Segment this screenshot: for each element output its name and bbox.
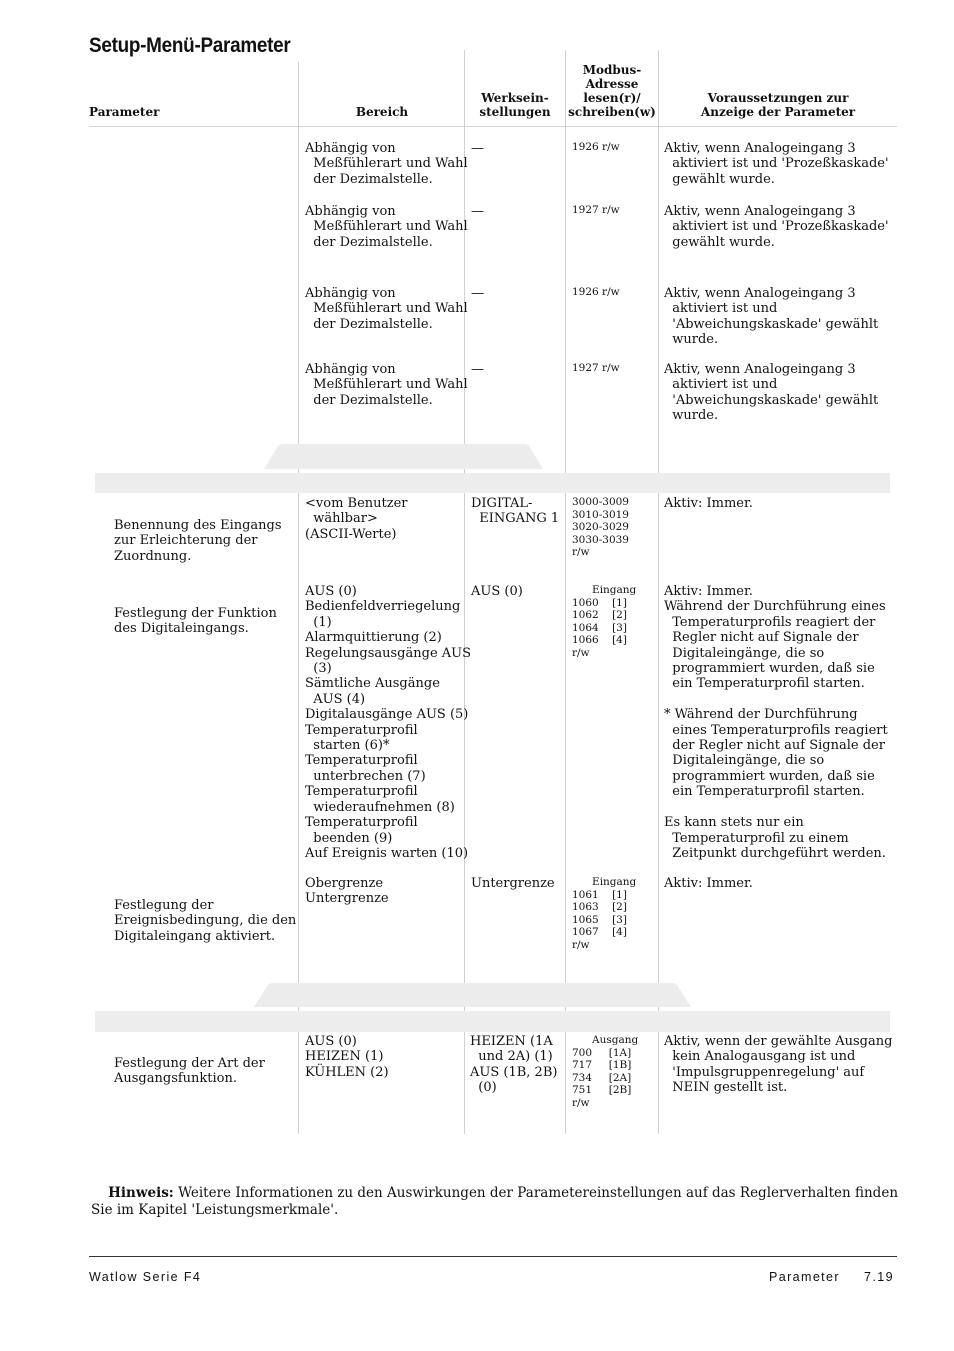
footer-page-number: 7.19 (864, 1270, 894, 1284)
section1-row1-bereich: Abhängig von Meßfühlerart und Wahl der Dezimalstelle. (305, 141, 468, 187)
hint-text: Weitere Informationen zu den Auswirkungen der Parametereinstellungen auf das Reglerverhalten finden Sie im Kapitel 'Leistungsmerkmale'. (91, 1185, 899, 1218)
section1-row2-voraussetzungen: Aktiv, wenn Analogeingang 3 aktiviert ist und 'Prozeßkaskade' gewählt wurde. (664, 204, 889, 250)
footer-section-label: Parameter (769, 1270, 840, 1284)
section2-row2-parameter: Festlegung der Funktion des Digitaleingangs. (114, 606, 277, 637)
section2-row2-werk: AUS (0) (471, 584, 523, 599)
section1-row3-voraussetzungen: Aktiv, wenn Analogeingang 3 aktiviert ist und 'Abweichungskaskade' gewählt wurde. (664, 286, 879, 348)
header-parameter: Parameter (89, 105, 160, 119)
section2-row1-modbus: 3000-3009 3010-3019 3020-3029 3030-3039 r/w (572, 496, 629, 559)
section-header-bar (95, 473, 890, 493)
section1-row2-modbus: 1927 r/w (572, 204, 620, 216)
section-tab-shape (254, 983, 691, 1007)
section1-row3-bereich: Abhängig von Meßfühlerart und Wahl der Dezimalstelle. (305, 286, 468, 332)
section1-row3-werk: — (471, 286, 484, 301)
column-divider (658, 50, 659, 1134)
section1-row4-werk: — (471, 362, 484, 377)
footer-left: Watlow Serie F4 (89, 1270, 202, 1284)
section2-row2-voraussetzungen: Aktiv: Immer. Während der Durchführung eines Temperaturprofils reagiert der Regler nicht auf Signale der Digitaleingänge, die so programmiert wurden, daß sie ein Temperaturprofil starten. * Während der Durchführung eines Temperaturprofils reagiert der Regler nicht auf Signale der Digitaleingänge, die so programmiert wurden, daß sie ein Temperaturprofil starten. Es kann stets nur ein Temperaturprofil zu einem Zeitpunkt durchgeführt werden. (664, 584, 888, 861)
section1-row4-bereich: Abhängig von Meßfühlerart und Wahl der Dezimalstelle. (305, 362, 468, 408)
section1-row2-bereich: Abhängig von Meßfühlerart und Wahl der Dezimalstelle. (305, 204, 468, 250)
section-tab-shape (264, 444, 543, 469)
hint-label: Hinweis: (108, 1185, 174, 1201)
section2-row1-parameter: Benennung des Eingangs zur Erleichterung der Zuordnung. (114, 518, 282, 564)
section3-row1-voraussetzungen: Aktiv, wenn der gewählte Ausgang kein Analogausgang ist und 'Impulsgruppenregelung' auf NEIN gestellt ist. (664, 1034, 893, 1096)
footer-rule (89, 1256, 897, 1257)
section2-row3-modbus: Eingang 1061 [1] 1063 [2] 1065 [3] 1067 [4] r/w (572, 876, 637, 951)
section2-row2-bereich: AUS (0) Bedienfeldverriegelung (1) Alarmquittierung (2) Regelungsausgänge AUS (3) Sämtliche Ausgänge AUS (4) Digitalausgänge AUS (5) Temperaturprofil starten (6)* Temperaturprofil unterbrechen (7) Temperaturprofil wiederaufnehmen (8) Temperaturprofil beenden (9) Auf Ereignis warten (10) (305, 584, 472, 861)
section3-row1-modbus: Ausgang 700 [1A] 717 [1B] 734 [2A] 751 [2B] r/w (572, 1034, 639, 1109)
section-header-bar (95, 1011, 890, 1032)
column-divider (298, 62, 299, 1134)
section1-row1-werk: — (471, 141, 484, 156)
section2-row3-bereich: Obergrenze Untergrenze (305, 876, 389, 907)
section1-row4-modbus: 1927 r/w (572, 362, 620, 374)
section1-row2-werk: — (471, 204, 484, 219)
header-werkseinstellungen: Werksein- stellungen (479, 91, 551, 119)
header-modbus: Modbus- Adresse lesen(r)/ schreiben(w) (568, 63, 656, 119)
header-voraussetzungen: Voraussetzungen zur Anzeige der Parameter (700, 91, 856, 119)
column-divider (565, 50, 566, 1134)
section1-row3-modbus: 1926 r/w (572, 286, 620, 298)
section2-row2-modbus: Eingang 1060 [1] 1062 [2] 1064 [3] 1066 [4] r/w (572, 584, 637, 659)
page-title: Setup-Menü-Parameter (89, 34, 291, 57)
section2-row3-parameter: Festlegung der Ereignisbedingung, die den Digitaleingang aktiviert. (114, 898, 297, 944)
section2-row3-werk: Untergrenze (471, 876, 555, 891)
section3-row1-bereich: AUS (0) HEIZEN (1) KÜHLEN (2) (305, 1034, 389, 1080)
section2-row3-voraussetzungen: Aktiv: Immer. (664, 876, 753, 891)
section1-row1-voraussetzungen: Aktiv, wenn Analogeingang 3 aktiviert ist und 'Prozeßkaskade' gewählt wurde. (664, 141, 889, 187)
header-rule (89, 126, 897, 127)
header-bereich: Bereich (355, 105, 409, 119)
section2-row1-werk: DIGITAL- EINGANG 1 (471, 496, 560, 527)
hint-note (91, 1185, 901, 1219)
section3-row1-parameter: Festlegung der Art der Ausgangsfunktion. (114, 1056, 265, 1087)
section2-row1-voraussetzungen: Aktiv: Immer. (664, 496, 753, 511)
section2-row1-bereich: <vom Benutzer wählbar> (ASCII-Werte) (305, 496, 408, 542)
section1-row4-voraussetzungen: Aktiv, wenn Analogeingang 3 aktiviert ist und 'Abweichungskaskade' gewählt wurde. (664, 362, 879, 424)
section1-row1-modbus: 1926 r/w (572, 141, 620, 153)
section3-row1-werk: HEIZEN (1A und 2A) (1) AUS (1B, 2B) (0) (470, 1034, 558, 1096)
